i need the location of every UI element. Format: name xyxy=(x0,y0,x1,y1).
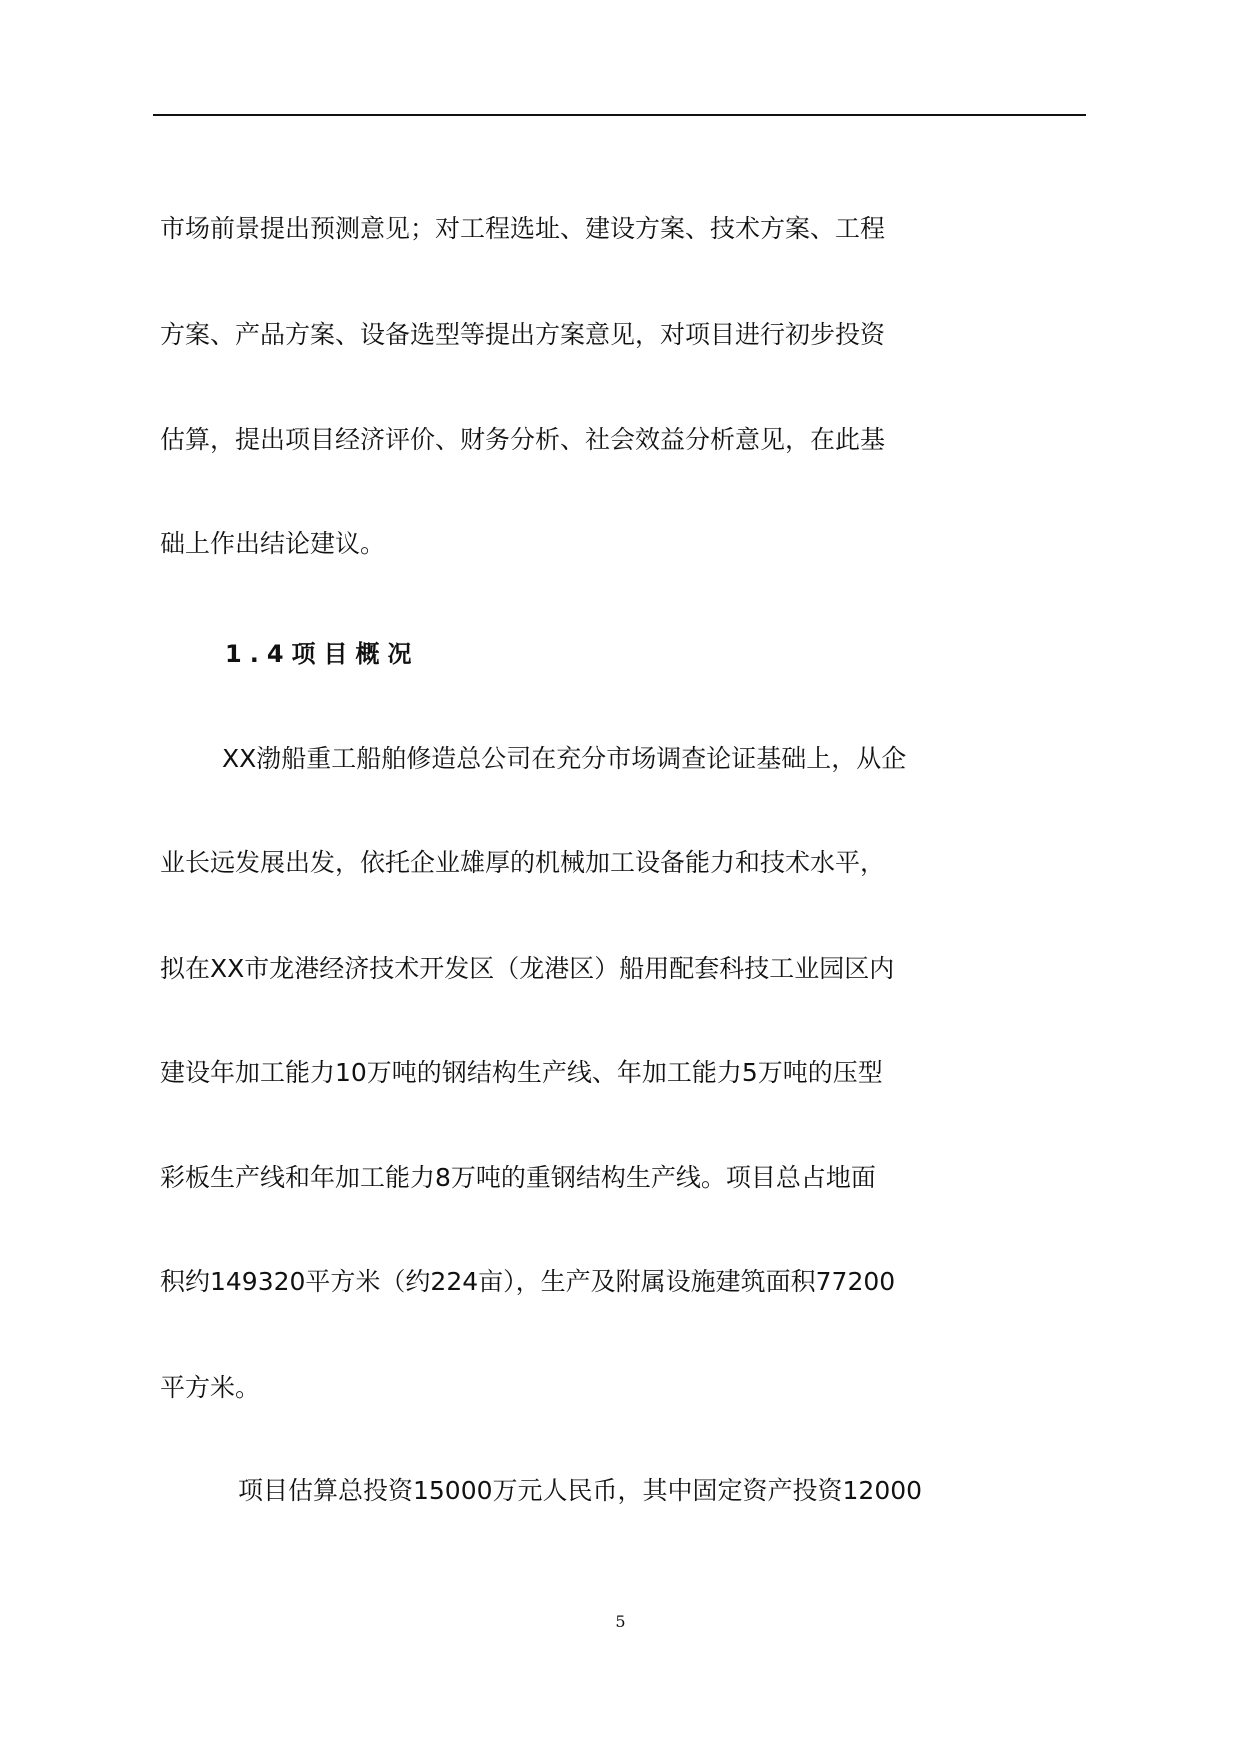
paragraph-line: 彩板生产线和年加工能力8万吨的重钢结构生产线。项目总占地面 xyxy=(160,1163,876,1192)
paragraph-line: 方案、产品方案、设备选型等提出方案意见，对项目进行初步投资 xyxy=(160,320,886,349)
section-heading: 1.4项目概况 xyxy=(225,640,420,668)
paragraph-line: 拟在XX市龙港经济技术开发区（龙港区）船用配套科技工业园区内 xyxy=(160,954,895,983)
paragraph-line: 估算，提出项目经济评价、财务分析、社会效益分析意见，在此基 xyxy=(160,425,886,454)
header-rule xyxy=(153,114,1086,116)
paragraph-line: XX渤船重工船舶修造总公司在充分市场调查论证基础上，从企 xyxy=(222,744,907,773)
paragraph-line: 建设年加工能力10万吨的钢结构生产线、年加工能力5万吨的压型 xyxy=(160,1058,883,1087)
paragraph-line: 积约149320平方米（约224亩），生产及附属设施建筑面积77200 xyxy=(160,1267,896,1296)
paragraph-line: 市场前景提出预测意见；对工程选址、建设方案、技术方案、工程 xyxy=(160,214,886,243)
paragraph-line: 业长远发展出发，依托企业雄厚的机械加工设备能力和技术水平， xyxy=(160,848,886,877)
page-number: 5 xyxy=(615,1612,626,1631)
paragraph-line: 平方米。 xyxy=(160,1373,261,1402)
paragraph-line: 项目估算总投资15000万元人民币，其中固定资产投资12000 xyxy=(238,1476,923,1505)
paragraph-line: 础上作出结论建议。 xyxy=(160,529,386,558)
